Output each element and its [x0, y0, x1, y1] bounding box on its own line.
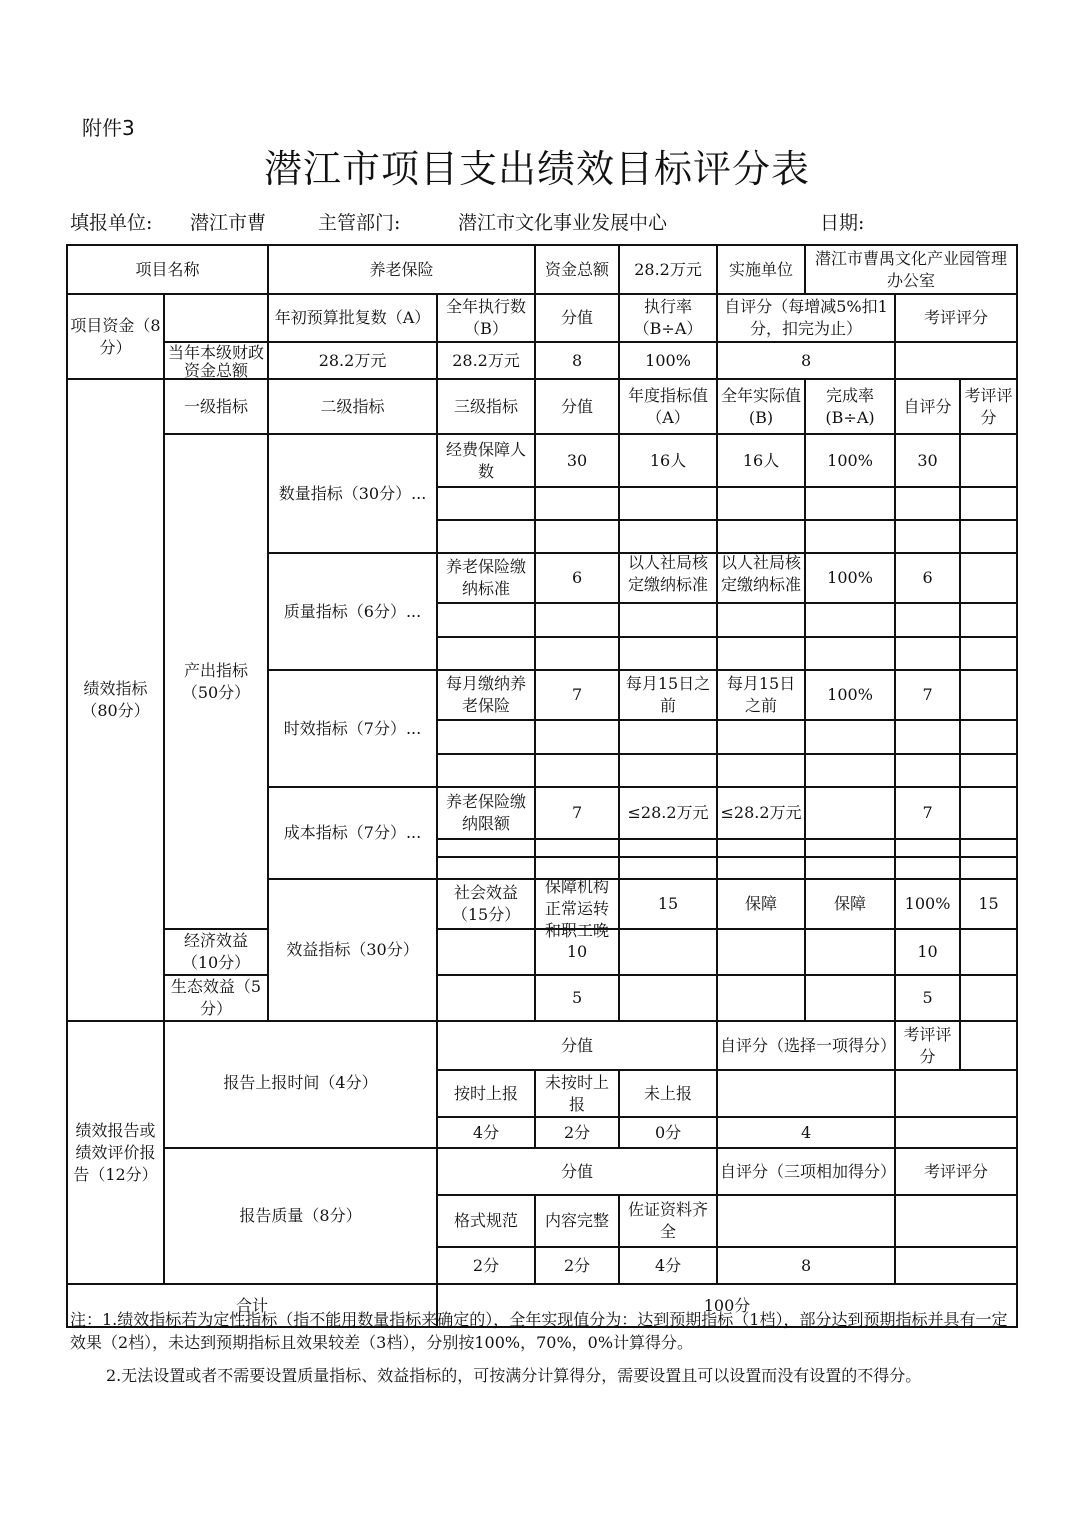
empty-cell: [619, 520, 717, 553]
empty-cell: [619, 603, 717, 637]
hdr-level2: 二级指标: [268, 379, 437, 434]
empty-cell: [895, 839, 960, 857]
empty-cell: [437, 839, 535, 857]
report-none: 未上报: [619, 1070, 717, 1117]
quantity-label: 数量指标（30分）...: [268, 434, 437, 553]
empty-cell: [717, 839, 805, 857]
funding-row-label: [164, 342, 268, 379]
empty-cell: [895, 1070, 1017, 1117]
empty-cell: [619, 487, 717, 520]
col-rate: 执行率（B÷A）: [619, 294, 717, 342]
col-executed: 全年执行数（B）: [437, 294, 535, 342]
report-evidence: 佐证资料齐全: [619, 1195, 717, 1247]
quality-target: [619, 553, 717, 603]
empty-cell: [437, 857, 535, 879]
quantity-item: 经费保障人数: [437, 434, 535, 487]
date-label: 日期:: [820, 212, 865, 234]
empty-cell: [437, 520, 535, 553]
empty-cell: [535, 720, 619, 754]
empty-cell: [805, 857, 895, 879]
quantity-rate: 100%: [805, 434, 895, 487]
total-label: 合计: [67, 1284, 437, 1327]
report-content-score: 2分: [535, 1247, 619, 1284]
report-time-self-score: 4: [717, 1117, 895, 1148]
empty-cell: [535, 637, 619, 670]
empty-cell: [960, 839, 1017, 857]
report-time-self-label: 自评分（选择一项得分）: [717, 1021, 895, 1070]
empty-cell: [717, 929, 805, 975]
hdr-completion: 完成率(B÷A): [805, 379, 895, 434]
empty-cell: [960, 857, 1017, 879]
quality-target-text: 以人社局核定缴纳标准: [628, 553, 709, 594]
empty-cell: [535, 839, 619, 857]
col-review: 考评评分: [895, 294, 1017, 342]
empty-cell: [535, 520, 619, 553]
report-content: 内容完整: [535, 1195, 619, 1247]
economic-label: 经济效益（10分）: [164, 929, 268, 975]
economic-review: [960, 929, 1017, 975]
empty-cell: [717, 1195, 895, 1247]
cost-item: 养老保险缴纳限额: [437, 787, 535, 839]
economic-score: 10: [535, 929, 619, 975]
report-time-score-label: 分值: [437, 1021, 717, 1070]
hdr-level1: 一级指标: [164, 379, 268, 434]
cost-rate: [805, 787, 895, 839]
timeliness-target: 每月15日之前: [619, 670, 717, 720]
empty-cell: [619, 720, 717, 754]
report-on-time: 按时上报: [437, 1070, 535, 1117]
social-label: 社会效益（15分）: [437, 879, 535, 929]
quantity-actual: 16人: [717, 434, 805, 487]
total-value: 100分: [437, 1284, 1017, 1327]
empty-cell: [895, 637, 960, 670]
quantity-target: 16人: [619, 434, 717, 487]
timeliness-rate: 100%: [805, 670, 895, 720]
empty-cell: [805, 637, 895, 670]
col-score: 分值: [535, 294, 619, 342]
empty-cell: [895, 487, 960, 520]
empty-cell: [895, 1195, 1017, 1247]
ecological-score: 5: [535, 975, 619, 1021]
quality-review: [960, 553, 1017, 603]
hdr-score: 分值: [535, 379, 619, 434]
empty-cell: [717, 1070, 895, 1117]
report-late: 未按时上报: [535, 1070, 619, 1117]
attachment-label: 附件3: [82, 116, 135, 140]
funding-blank: [164, 294, 268, 342]
empty-cell: [805, 754, 895, 787]
report-quality-label: 报告质量（8分）: [164, 1148, 437, 1284]
empty-cell: [805, 520, 895, 553]
empty-cell: [895, 857, 960, 879]
ecological-item: [437, 975, 535, 1021]
empty-cell: [960, 1021, 1017, 1070]
funding-rate: 100%: [619, 342, 717, 379]
empty-cell: [717, 720, 805, 754]
empty-cell: [437, 754, 535, 787]
empty-cell: [895, 754, 960, 787]
ecological-review: [960, 975, 1017, 1021]
quality-label: 质量指标（6分）...: [268, 553, 437, 670]
funding-self: 8: [717, 342, 895, 379]
output-label: 产出指标（50分）: [164, 434, 268, 929]
report-on-time-score: 4分: [437, 1117, 535, 1148]
economic-self: 10: [895, 929, 960, 975]
cost-self: 7: [895, 787, 960, 839]
note-2: 2.无法设置或者不需要设置质量指标、效益指标的，可按满分计算得分，需要设置且可以设置而没有设置的不得分。: [106, 1366, 922, 1385]
score-table: [66, 244, 1018, 1328]
empty-cell: [895, 720, 960, 754]
social-actual: 保障: [805, 879, 895, 929]
hdr-review: 考评评分: [960, 379, 1017, 434]
empty-cell: [619, 929, 717, 975]
empty-cell: [535, 487, 619, 520]
empty-cell: [619, 857, 717, 879]
report-quality-review-score: [895, 1247, 1017, 1284]
funding-budget: 28.2万元: [268, 342, 437, 379]
cost-label: 成本指标（7分）...: [268, 787, 437, 879]
cost-actual: ≤28.2万元: [717, 787, 805, 839]
empty-cell: [437, 603, 535, 637]
empty-cell: [805, 975, 895, 1021]
funding-executed: 28.2万元: [437, 342, 535, 379]
report-format-score: 2分: [437, 1247, 535, 1284]
empty-cell: [960, 754, 1017, 787]
perf-label: 绩效指标（80分）: [67, 379, 164, 1021]
hdr-actual: 全年实际值(B): [717, 379, 805, 434]
hdr-target: 年度指标值（A）: [619, 379, 717, 434]
empty-cell: [619, 975, 717, 1021]
quality-item: 养老保险缴纳标准: [437, 553, 535, 603]
social-score: 15: [619, 879, 717, 929]
funding-score: 8: [535, 342, 619, 379]
report-quality-self-label: 自评分（三项相加得分）: [717, 1148, 895, 1195]
quality-actual: [717, 553, 805, 603]
note-1: 注：1.绩效指标若为定性指标（指不能用数量指标来确定的），全年实现值分为：达到预期指标（1档），部分达到预期指标并具有一定效果（2档），未达到预期指标且效果较差（3档），分别按100%，70%，0%计算得分。: [70, 1310, 1008, 1352]
unit-label: 填报单位:: [70, 212, 153, 234]
social-self: 15: [960, 879, 1017, 929]
empty-cell: [717, 754, 805, 787]
empty-cell: [717, 975, 805, 1021]
fund-total-label: 资金总额: [535, 245, 619, 294]
funding-row-label-text: 当年本级财政资金总额: [168, 343, 265, 380]
col-self: 自评分（每增减5%扣1分，扣完为止）: [717, 294, 895, 342]
quantity-score: 30: [535, 434, 619, 487]
empty-cell: [717, 603, 805, 637]
report-label: 绩效报告或绩效评价报告（12分）: [67, 1021, 164, 1284]
empty-cell: [805, 487, 895, 520]
social-target: 保障: [717, 879, 805, 929]
timeliness-self: 7: [895, 670, 960, 720]
impl-unit-value: 潜江市曹禺文化产业园管理办公室: [805, 245, 1017, 294]
cost-score: 7: [535, 787, 619, 839]
empty-cell: [437, 720, 535, 754]
quality-self: 6: [895, 553, 960, 603]
report-quality-score-label: 分值: [437, 1148, 717, 1195]
report-quality-review-label: 考评评分: [895, 1148, 1017, 1195]
empty-cell: [895, 520, 960, 553]
funding-review: [895, 342, 1017, 379]
timeliness-actual: 每月15日之前: [717, 670, 805, 720]
hdr-self: 自评分: [895, 379, 960, 434]
col-budget: 年初预算批复数（A）: [268, 294, 437, 342]
report-evidence-score: 4分: [619, 1247, 717, 1284]
quality-actual-text: 以人社局核定缴纳标准: [721, 553, 802, 594]
report-time-label: 报告上报时间（4分）: [164, 1021, 437, 1148]
benefit-label: 效益指标（30分）: [268, 879, 437, 1021]
project-name-value: 养老保险: [268, 245, 535, 294]
timeliness-review: [960, 670, 1017, 720]
empty-cell: [895, 603, 960, 637]
social-item-text: 保障机构正常运转和职工晚: [545, 877, 610, 940]
empty-cell: [437, 487, 535, 520]
cost-target: ≤28.2万元: [619, 787, 717, 839]
social-item: [535, 877, 619, 940]
impl-unit-label: 实施单位: [717, 245, 805, 294]
empty-cell: [619, 637, 717, 670]
empty-cell: [805, 929, 895, 975]
dept-value: 潜江市文化事业发展中心: [458, 212, 668, 234]
project-name-label: 项目名称: [67, 245, 268, 294]
report-quality-self-score: 8: [717, 1247, 895, 1284]
empty-cell: [535, 754, 619, 787]
ecological-label: 生态效益（5分）: [164, 975, 268, 1021]
report-time-review-label: 考评评分: [895, 1021, 960, 1070]
report-none-score: 0分: [619, 1117, 717, 1148]
fund-total-value: 28.2万元: [619, 245, 717, 294]
empty-cell: [805, 720, 895, 754]
empty-cell: [960, 720, 1017, 754]
social-rate: 100%: [895, 879, 960, 929]
quality-rate: 100%: [805, 553, 895, 603]
quantity-self: 30: [895, 434, 960, 487]
empty-cell: [437, 637, 535, 670]
dept-label: 主管部门:: [318, 212, 401, 234]
timeliness-label: 时效指标（7分）...: [268, 670, 437, 787]
empty-cell: [717, 487, 805, 520]
unit-value: 潜江市曹: [190, 212, 267, 234]
economic-item: [437, 929, 535, 975]
empty-cell: [960, 487, 1017, 520]
quantity-review: [960, 434, 1017, 487]
empty-cell: [535, 603, 619, 637]
page-title: 潜江市项目支出绩效目标评分表: [263, 147, 810, 191]
empty-cell: [960, 637, 1017, 670]
empty-cell: [717, 520, 805, 553]
cost-review: [960, 787, 1017, 839]
empty-cell: [619, 839, 717, 857]
report-time-review-score: [895, 1117, 1017, 1148]
hdr-level3: 三级指标: [437, 379, 535, 434]
empty-cell: [619, 754, 717, 787]
timeliness-item: 每月缴纳养老保险: [437, 670, 535, 720]
ecological-self: 5: [895, 975, 960, 1021]
report-format: 格式规范: [437, 1195, 535, 1247]
empty-cell: [960, 520, 1017, 553]
quality-score: 6: [535, 553, 619, 603]
empty-cell: [960, 603, 1017, 637]
empty-cell: [717, 637, 805, 670]
funding-label: 项目资金（8分）: [67, 294, 164, 379]
empty-cell: [805, 839, 895, 857]
report-late-score: 2分: [535, 1117, 619, 1148]
timeliness-score: 7: [535, 670, 619, 720]
empty-cell: [805, 603, 895, 637]
empty-cell: [717, 857, 805, 879]
